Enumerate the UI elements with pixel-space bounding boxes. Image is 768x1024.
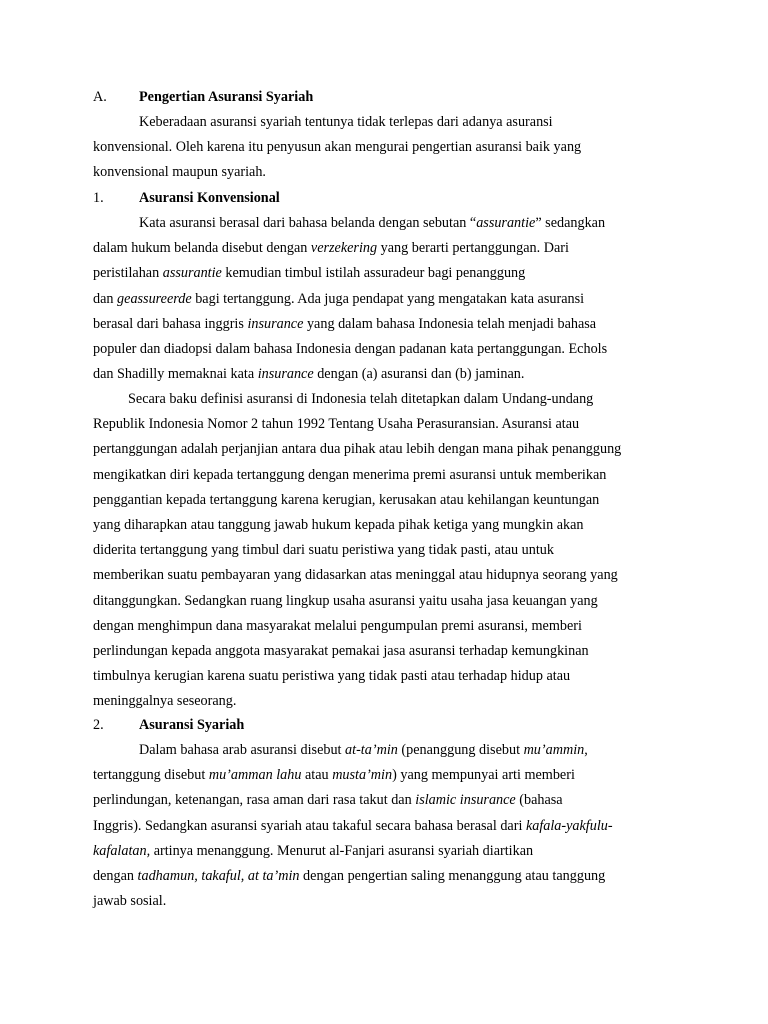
italic-term: assurantie [476, 215, 536, 231]
text-run: perlindungan kepada anggota masyarakat pemakai jasa asuransi terhadap kemungkinan [93, 643, 589, 660]
text-run: dan Shadilly memaknai kata [93, 366, 258, 383]
text-run: mengikatkan diri kepada tertanggung dengan menerima premi asuransi untuk memberikan [93, 466, 607, 483]
paragraph-1-1 [93, 211, 607, 387]
text-line [93, 211, 607, 236]
text-line [93, 412, 621, 437]
text-line [93, 337, 607, 362]
text-line [93, 135, 581, 160]
italic-term: verzekering [310, 240, 378, 257]
text-run: bagi tertanggung. Ada juga pendapat yang mengatakan kata asuransi [191, 290, 585, 307]
text-line [93, 236, 607, 261]
section-number: 1. [93, 190, 104, 206]
text-run: dengan pengertian saling menanggung atau tanggung [299, 868, 606, 885]
text-line [93, 437, 621, 462]
italic-term: mu’amman lahu [208, 767, 302, 784]
text-line [93, 763, 613, 788]
section-number: A. [93, 89, 107, 105]
italic-term: musta’min [332, 767, 393, 784]
text-run: jawab sosial. [93, 893, 167, 910]
section-heading-2 [93, 713, 244, 738]
text-line [93, 261, 607, 286]
text-line [93, 839, 613, 864]
italic-term: mu’ammin [523, 742, 585, 758]
text-run: Kata asuransi berasal dari bahasa belanda dengan sebutan “ [139, 215, 477, 231]
text-line [93, 664, 621, 689]
text-run: atau [301, 767, 333, 784]
text-run: dengan (a) asuransi dan (b) jaminan. [313, 366, 525, 383]
italic-term: assurantie [162, 265, 222, 282]
text-run: konvensional maupun syariah. [93, 164, 266, 181]
text-line [93, 488, 621, 513]
text-run: dalam hukum belanda disebut dengan [93, 240, 311, 257]
text-line [93, 788, 613, 813]
text-line [93, 287, 607, 312]
text-line [93, 387, 621, 412]
text-run: diderita tertanggung yang timbul dari suatu peristiwa yang tidak pasti, atau untuk [93, 542, 554, 559]
text-run: yang berarti pertanggungan. Dari [377, 240, 569, 257]
text-run: yang dalam bahasa Indonesia telah menjadi bahasa [303, 315, 597, 332]
text-run: ” sedangkan [535, 215, 606, 231]
section-heading-1 [93, 186, 280, 211]
italic-term: kafala-yakfulu- [525, 817, 613, 834]
text-run: ) yang mempunyai arti memberi [392, 767, 575, 784]
text-run: dengan [93, 868, 138, 885]
text-line [93, 110, 581, 135]
text-run: ditanggungkan. Sedangkan ruang lingkup usaha asuransi yaitu usaha jasa keuangan yang [93, 592, 598, 609]
text-line [93, 160, 581, 185]
text-run: Dalam bahasa arab asuransi disebut [139, 742, 346, 758]
text-run: Keberadaan asuransi syariah tentunya tidak terlepas dari adanya asuransi [139, 114, 553, 130]
italic-term: kafalatan, [93, 842, 151, 859]
text-run: populer dan diadopsi dalam bahasa Indonesia dengan padanan kata pertanggungan. Echols [93, 341, 608, 358]
italic-term: geassureerde [117, 290, 192, 307]
text-run: (bahasa [515, 792, 563, 809]
paragraph-2 [93, 738, 613, 914]
italic-term: islamic insurance [415, 792, 516, 809]
text-line [93, 889, 613, 914]
italic-term: insurance [247, 315, 304, 332]
text-run: memberikan suatu pembayaran yang didasarkan atas meninggal atau hidupnya seorang yang [93, 567, 618, 584]
text-run: timbulnya kerugian karena suatu peristiwa yang tidak pasti atau terhadap hidup atau [93, 668, 571, 685]
italic-term: insurance [257, 366, 314, 383]
text-line [93, 312, 607, 337]
text-run: Republik Indonesia Nomor 2 tahun 1992 Tentang Usaha Perasuransian. Asuransi atau [93, 416, 580, 433]
text-run: tertanggung disebut [93, 767, 209, 784]
text-run: kemudian timbul istilah assuradeur bagi penanggung [221, 265, 526, 282]
text-line [93, 738, 613, 763]
section-heading-a [93, 85, 313, 110]
text-run: Secara baku definisi asuransi di Indonesia telah ditetapkan dalam Undang-undang [128, 391, 594, 407]
text-run: dan [93, 290, 118, 307]
section-title: Asuransi Konvensional [139, 190, 280, 206]
text-line [93, 639, 621, 664]
text-line [93, 689, 621, 714]
text-run: peristilahan [93, 265, 163, 282]
text-line [93, 463, 621, 488]
text-run: , [584, 742, 588, 758]
text-run: meninggalnya seseorang. [93, 693, 237, 710]
section-number: 2. [93, 717, 104, 733]
text-run: Inggris). Sedangkan asuransi syariah atau takaful secara bahasa berasal dari [93, 817, 526, 834]
section-title: Pengertian Asuransi Syariah [139, 89, 314, 105]
italic-term: tadhamun, takaful, at ta’min [137, 868, 300, 885]
text-line [93, 589, 621, 614]
text-line [93, 563, 621, 588]
text-run: pertanggungan adalah perjanjian antara dua pihak atau lebih dengan mana pihak penanggung [93, 441, 622, 458]
paragraph-a [93, 110, 581, 186]
text-run: dengan menghimpun dana masyarakat melalui pengumpulan premi asuransi, memberi [93, 617, 582, 634]
text-run: penggantian kepada tertanggung karena kerugian, kerusakan atau kehilangan keuntungan [93, 491, 600, 508]
text-run: artinya menanggung. Menurut al-Fanjari asuransi syariah diartikan [150, 842, 534, 859]
text-line [93, 362, 607, 387]
text-line [93, 814, 613, 839]
text-run: perlindungan, ketenangan, rasa aman dari rasa takut dan [93, 792, 416, 809]
text-run: yang diharapkan atau tanggung jawab hukum kepada pihak ketiga yang mungkin akan [93, 517, 584, 534]
text-line [93, 614, 621, 639]
paragraph-1-2 [93, 387, 621, 715]
text-line [93, 864, 613, 889]
italic-term: at-ta’min [345, 742, 398, 758]
text-line [93, 538, 621, 563]
text-line [93, 513, 621, 538]
text-run: (penanggung disebut [397, 742, 524, 758]
text-run: berasal dari bahasa inggris [93, 315, 248, 332]
section-title: Asuransi Syariah [139, 717, 245, 733]
text-run: konvensional. Oleh karena itu penyusun akan mengurai pengertian asuransi baik yang [93, 139, 582, 156]
